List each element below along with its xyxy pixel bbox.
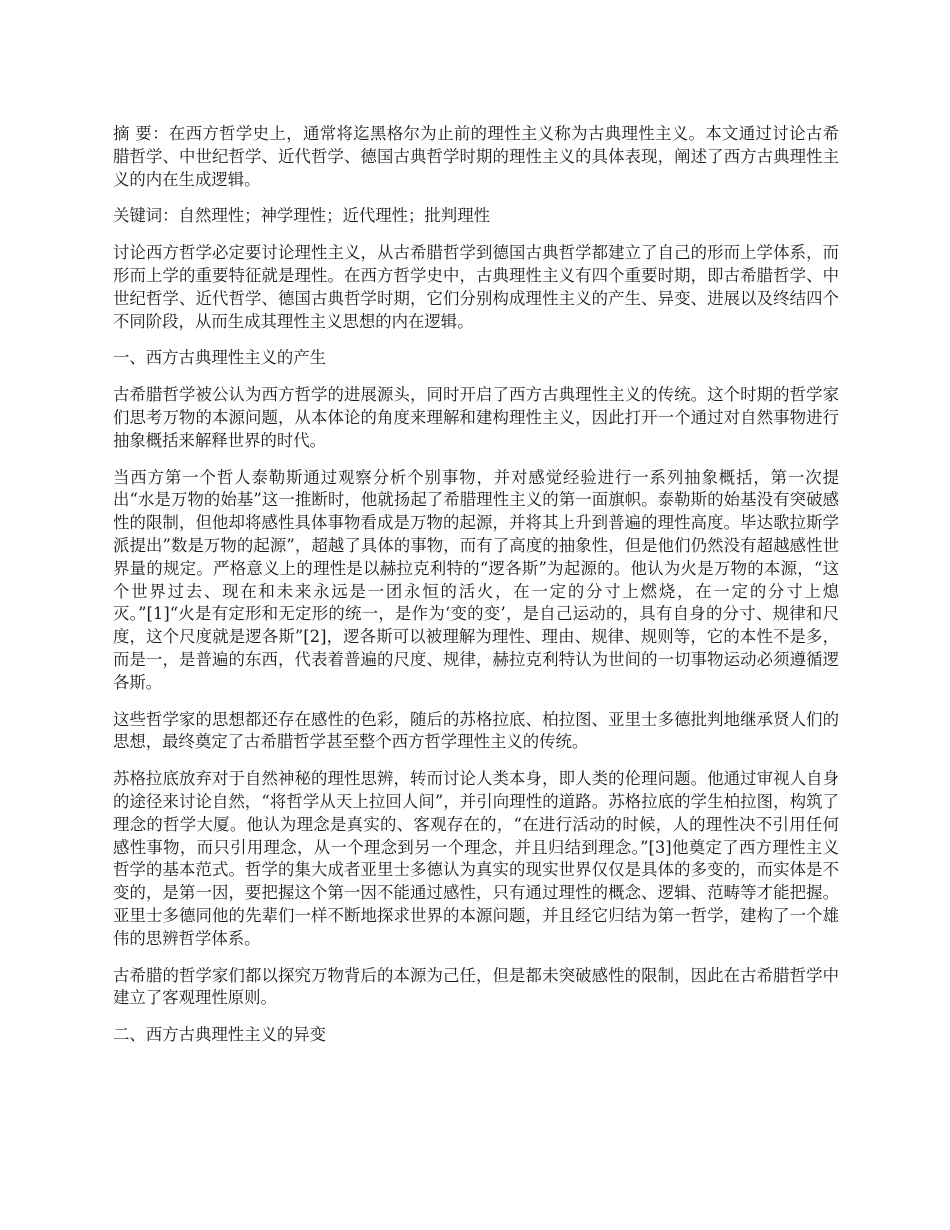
body-paragraph: 古希腊的哲学家们都以探究万物背后的本源为己任，但是都未突破感性的限制，因此在古希腊哲学中建立了客观理性原则。 xyxy=(113,965,839,1008)
intro-paragraph: 讨论西方哲学必定要讨论理性主义，从古希腊哲学到德国古典哲学都建立了自己的形而上学体系，而形而上学的重要特征就是理性。在西方哲学史中，古典理性主义有四个重要时期，即古希腊哲学、中世纪哲学、近代哲学、德国古典哲学时期，它们分别构成理性主义的产生、异变、进展以及终结四个不同阶段，从而生成其理性主义思想的内在逻辑。 xyxy=(113,243,839,331)
body-paragraph: 古希腊哲学被公认为西方哲学的进展源头，同时开启了西方古典理性主义的传统。这个时期的哲学家们思考万物的本源问题，从本体论的角度来理解和建构理性主义，因此打开一个通过对自然事物进行抽象概括来解释世界的时代。 xyxy=(113,385,839,450)
abstract-paragraph: 摘 要：在西方哲学史上，通常将迄黑格尔为止前的理性主义称为古典理性主义。本文通过讨论古希腊哲学、中世纪哲学、近代哲学、德国古典哲学时期的理性主义的具体表现，阐述了西方古典理性主义的内在生成逻辑。 xyxy=(113,124,839,189)
body-paragraph: 当西方第一个哲人泰勒斯通过观察分析个别事物，并对感觉经验进行一系列抽象概括，第一次提出“水是万物的始基”这一推断时，他就扬起了希腊理性主义的第一面旗帜。泰勒斯的始基没有突破感性的限制，但他却将感性具体事物看成是万物的起源，并将其上升到普遍的理性高度。毕达歌拉斯学派提出”数是万物的起源”，超越了具体的事物，而有了高度的抽象性，但是他们仍然没有超越感性世界量的规定。严格意义上的理性是以赫拉克利特的“逻各斯”为起源的。他认为火是万物的本源，“这个世界过去、现在和未来永远是一团永恒的活火，在一定的分寸上燃烧，在一定的分寸上熄灭。”[1]“火是有定形和无定形的统一，是作为‘变的变’，是自己运动的，具有自身的分寸、规律和尺度，这个尺度就是逻各斯”[2]，逻各斯可以被理解为理性、理由、规律、规则等，它的本性不是多，而是一，是普遍的东西，代表着普遍的尺度、规律，赫拉克利特认为世间的一切事物运动必须遵循逻各斯。 xyxy=(113,467,839,692)
body-paragraph: 苏格拉底放弃对于自然神秘的理性思辨，转而讨论人类本身，即人类的伦理问题。他通过审视人自身的途径来讨论自然，“将哲学从天上拉回人间”，并引向理性的道路。苏格拉底的学生柏拉图，构筑了理念的哲学大厦。他认为理念是真实的、客观存在的，“在进行活动的时候，人的理性决不引用任何感性事物，而只引用理念，从一个理念到另一个理念，并且归结到理念。”[3]他奠定了西方理性主义哲学的基本范式。哲学的集大成者亚里士多德认为真实的现实世界仅仅是具体的多变的，而实体是不变的，是第一因，要把握这个第一因不能通过感性，只有通过理性的概念、逻辑、范畴等才能把握。亚里士多德同他的先辈们一样不断地探求世界的本源问题，并且经它归结为第一哲学，建构了一个雄伟的思辨哲学体系。 xyxy=(113,769,839,948)
section-heading-2: 二、西方古典理性主义的异变 xyxy=(113,1025,327,1045)
keywords-paragraph: 关键词：自然理性；神学理性；近代理性；批判理性 xyxy=(113,206,490,226)
section-heading-1: 一、西方古典理性主义的产生 xyxy=(113,348,327,368)
document-body xyxy=(113,123,839,1061)
body-paragraph: 这些哲学家的思想都还存在感性的色彩，随后的苏格拉底、柏拉图、亚里士多德批判地继承贤人们的思想，最终奠定了古希腊哲学甚至整个西方哲学理性主义的传统。 xyxy=(113,709,839,752)
